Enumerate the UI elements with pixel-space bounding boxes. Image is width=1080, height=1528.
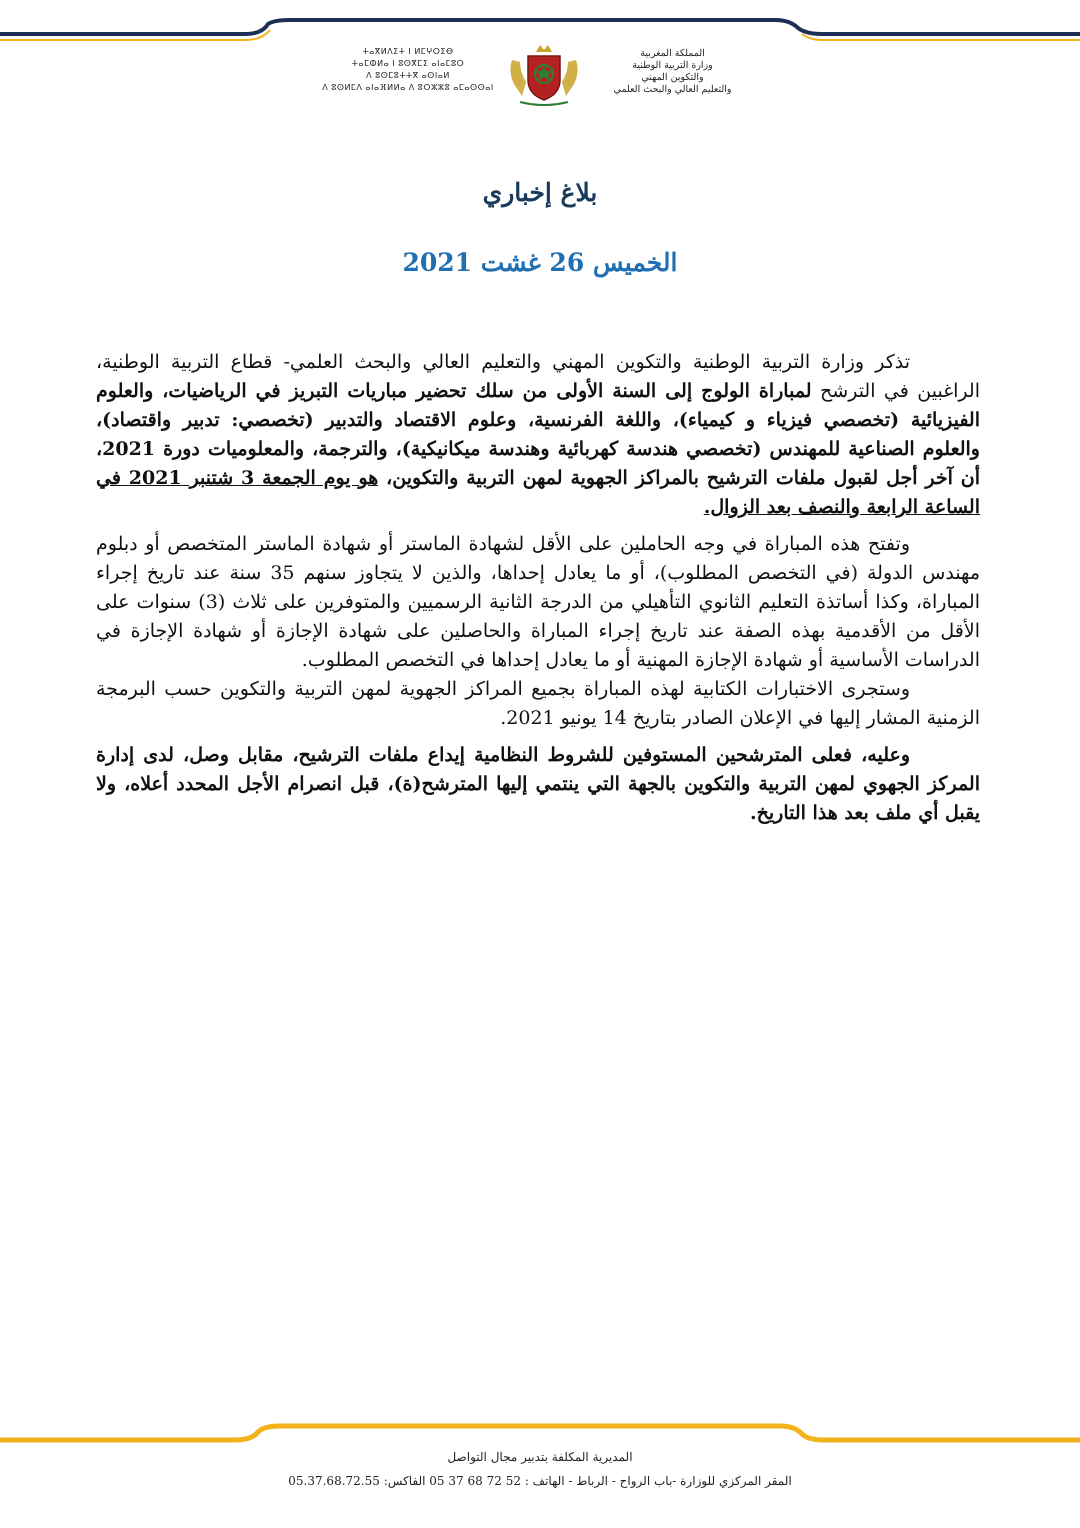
paragraph-1: تذكر وزارة التربية الوطنية والتكوين المهني والتعليم العالي والبحث العلمي- قطاع التربية الوطنية، الراغبين في الترشح لمباراة الولوج إلى السنة الأولى من سلك تحضير مباريات التبريز في الرياضيات، والعلوم الفيزيائية (تخصصي فيزياء و كيمياء)، واللغة الفرنسية، وعلوم الاقتصاد والتدبير (تخصصي: تدبير واقتصاد)، والعلوم الصناعية للمهندس (تخصصي هندسة كهربائية وهندسة ميكانيكية)، والترجمة، والمعلوميات دورة 2021، أن آخر أجل لقبول ملفات الترشيح بالمراكز الجهوية لمهن التربية والتكوين، هو يوم الجمعة 3 شتنبر 2021 في الساعة الرابعة والنصف بعد الزوال. [96, 351, 980, 518]
paragraph-3: وستجرى الاختبارات الكتابية لهذه المباراة بجميع المراكز الجهوية لمهن التربية والتكوين حسب البرمجة الزمنية المشار إليها في الإعلان الصادر بتاريخ 14 يونيو 2021. [96, 678, 980, 729]
document-title: بلاغ إخباري [482, 178, 598, 207]
footer-directorate: المديرية المكلفة بتدبير مجال التواصل [447, 1450, 633, 1464]
coat-of-arms-icon [506, 42, 582, 106]
paragraph-4: وعليه، فعلى المترشحين المستوفين للشروط النظامية إيداع ملفات الترشيح، مقابل وصل، لدى إدارة المركز الجهوي لمهن التربية والتكوين بالجهة التي ينتمي إليها المترشح(ة)، قبل انصرام الأجل المحدد أعلاه، ولا يقبل أي ملف بعد هذا التاريخ. [96, 744, 980, 824]
document-date: الخميس 26 غشت 2021 [402, 248, 678, 277]
letterhead [0, 42, 1080, 112]
deadline-text: هو يوم الجمعة 3 شتنبر 2021 في الساعة الرابعة والنصف بعد الزوال. [96, 467, 980, 518]
paragraph-2: وتفتح هذه المباراة في وجه الحاملين على الأقل لشهادة الماستر أو شهادة الماستر المتخصص أو دبلوم مهندس الدولة (في التخصص المطلوب)، أو ما يعادل إحداها، والذين لا يتجاوز سنهم 35 سنة عند تاريخ إجراء المباراة، وكذا أساتذة التعليم الثانوي التأهيلي من الدرجة الثانية الرسميين والمتوفرين على ثلاث (3) سنوات على الأقل من الأقدمية بهذه الصفة عند تاريخ إجراء المباراة والحاصلين على شهادة الإجازة أو شهادة الإجازة في الدراسات الأساسية أو شهادة الإجازة المهنية أو ما يعادل إحداها في التخصص المطلوب. [96, 533, 981, 671]
ministry-name-arabic: المملكة المغربية وزارة التربية الوطنية والتكوين المهني والتعليم العالي والبحث العلمي [613, 48, 732, 95]
footer-contact: المقر المركزي للوزارة -باب الرواح - الرباط - الهاتف : 52 72 68 37 05 الفاكس: 05.37.68.72.55 [288, 1474, 792, 1488]
ministry-name-tifinagh: ⵜⴰⴳⵍⴷⵉⵜ ⵏ ⵍⵎⵖⵔⵉⴱ ⵜⴰⵎⵀⵍⴰ ⵏ ⵓⵙⴳⵎⵉ ⴰⵏⴰⵎⵓⵔ ⴷ ⵓⵙⵎⵓⵜⵜⴳ ⴰⵙⵏⴰⵍ ⴷ ⵓⵙⵍⵎⴷ ⴰⵏⴰⴼⵍⵍⴰ ⴷ ⵓⵔⵣⵣⵓ ⴰⵎⴰⵙⵙⴰⵏ [322, 47, 494, 92]
announcement-body [96, 348, 980, 828]
